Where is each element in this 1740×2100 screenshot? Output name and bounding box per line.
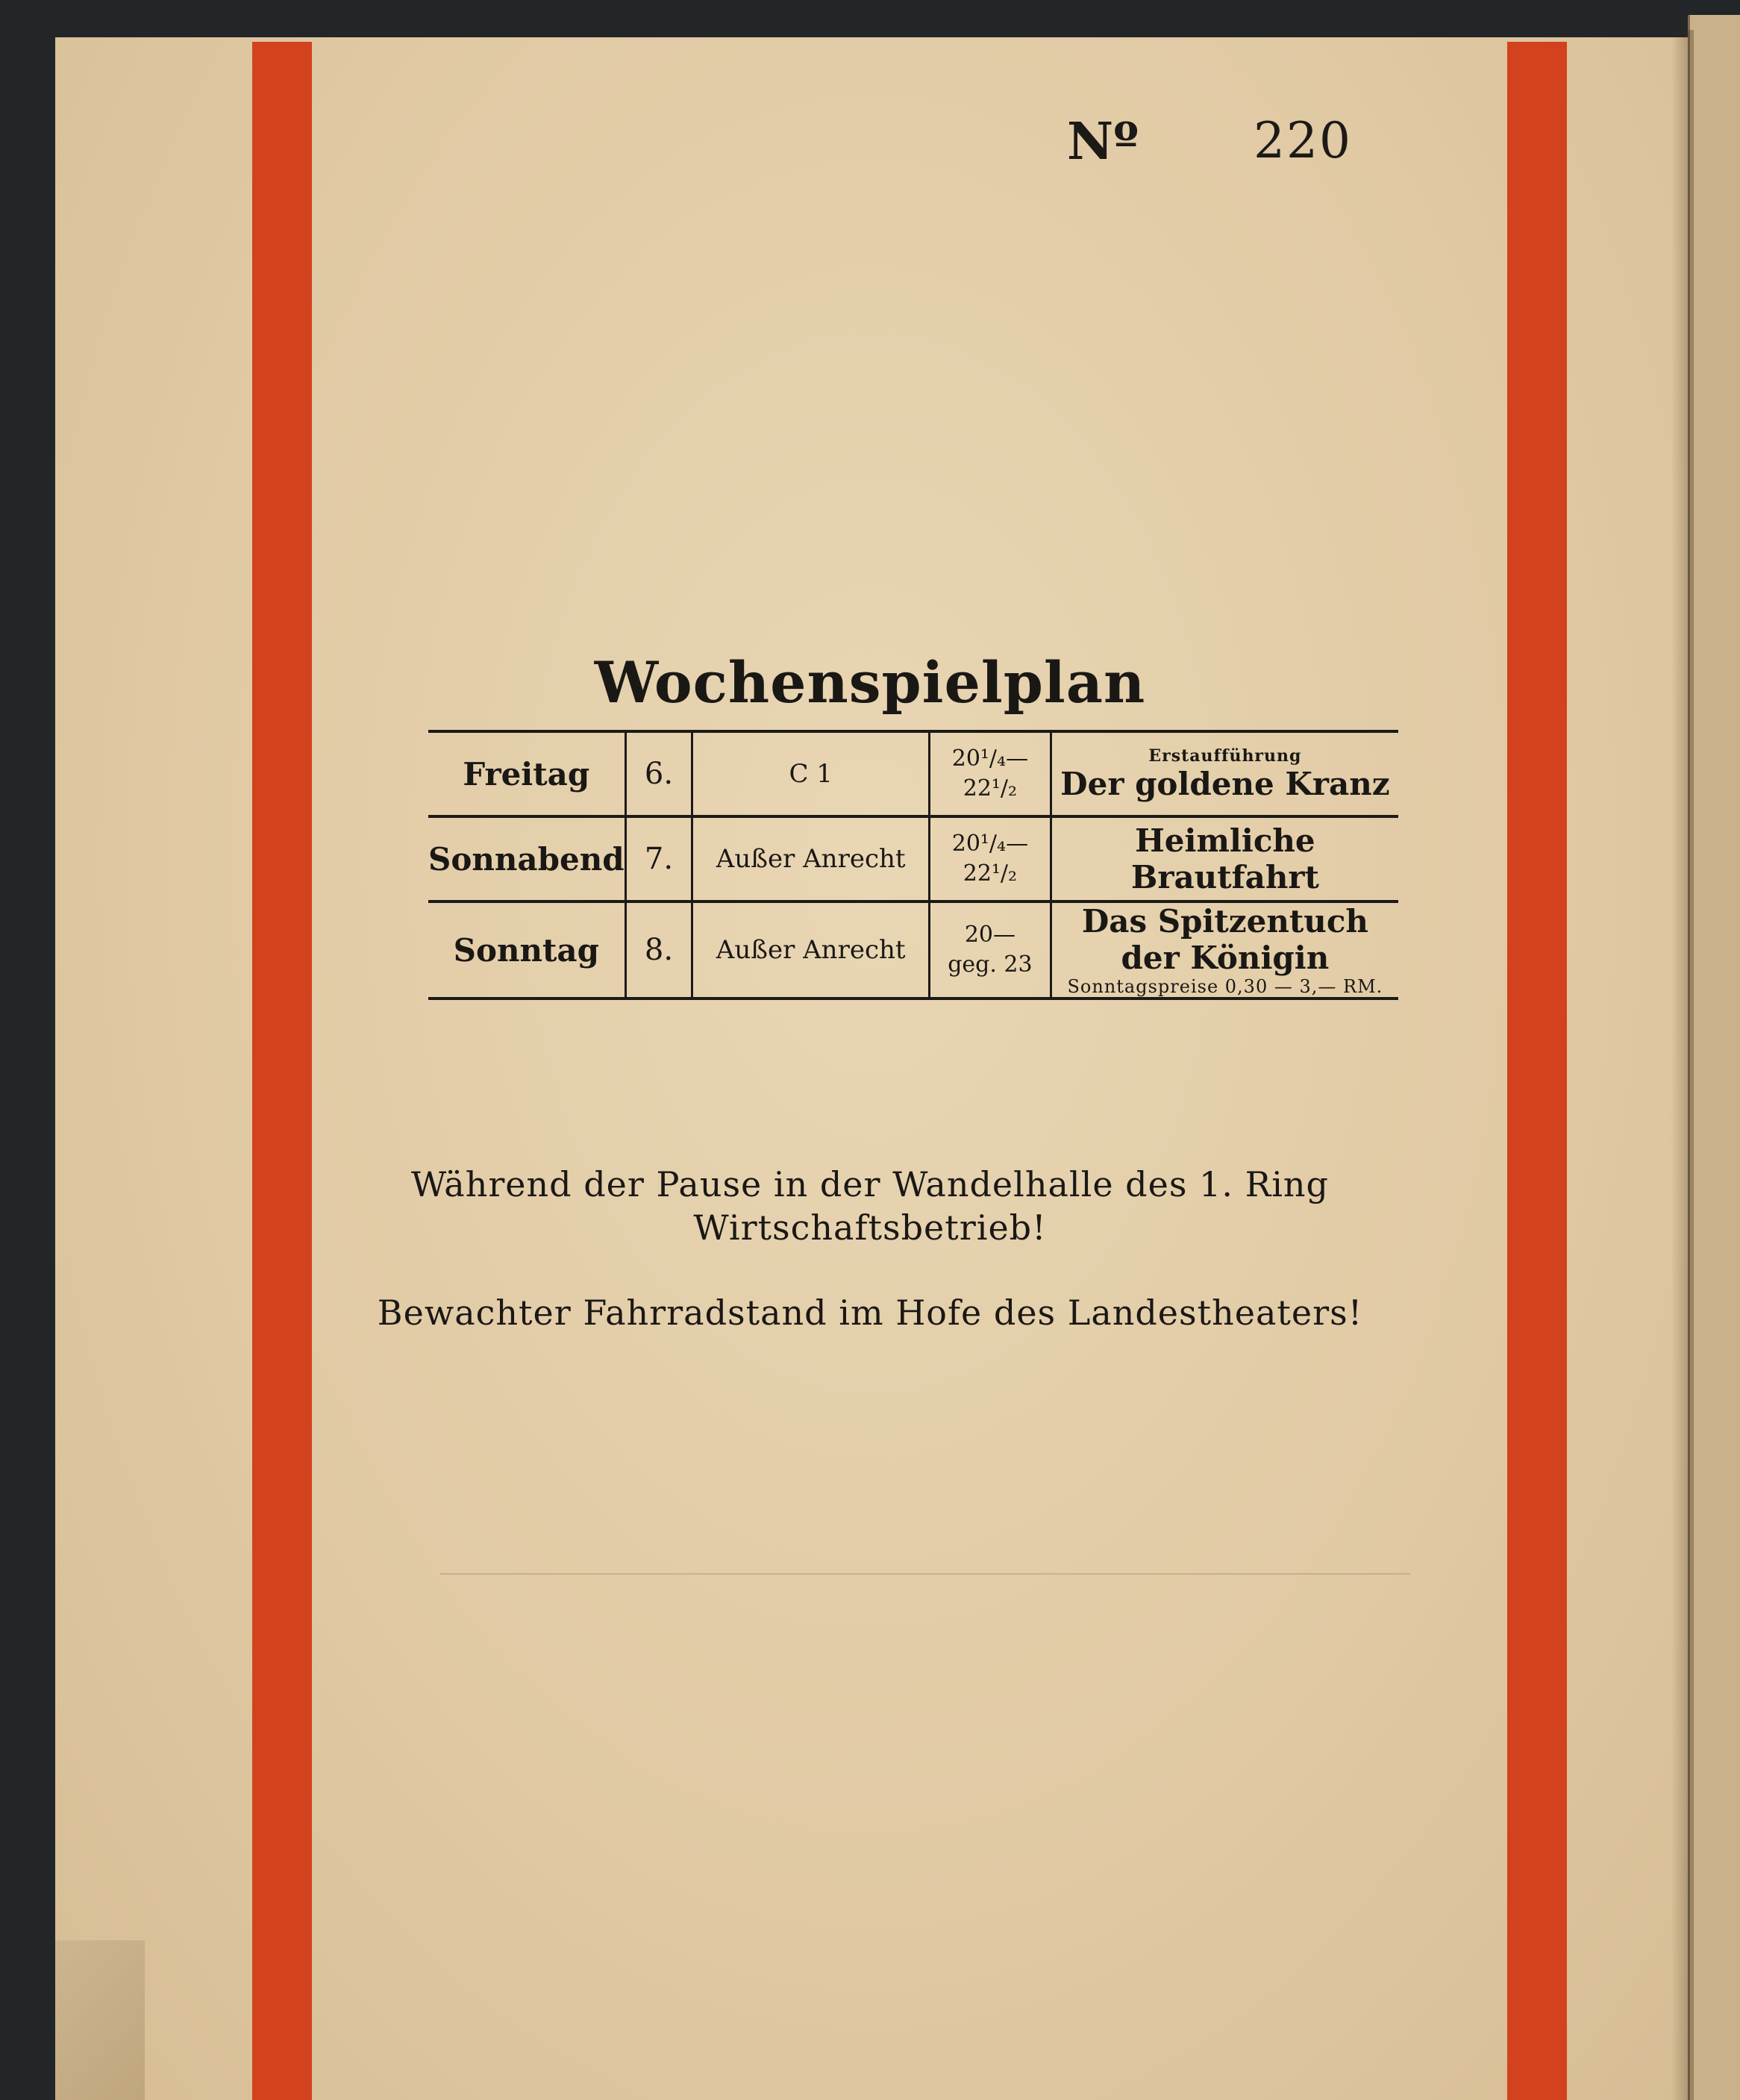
issue-number-value: 220 xyxy=(1254,112,1352,169)
number-sign: Nº xyxy=(1067,112,1139,172)
table-row xyxy=(428,816,1398,901)
time-start: 20— xyxy=(964,922,1015,948)
time-cell xyxy=(930,901,1051,999)
play-title: Heimliche Brautfahrt xyxy=(1130,822,1319,896)
date-cell: 7. xyxy=(625,816,692,901)
bicycle-notice: Bewachter Fahrradstand im Hofe des Landestheaters! xyxy=(377,1293,1363,1333)
premiere-note: Erstaufführung xyxy=(1148,746,1302,766)
right-red-stripe xyxy=(1507,42,1567,2100)
play-cell xyxy=(1051,901,1398,999)
day-cell: Sonnabend xyxy=(428,840,625,878)
time-cell xyxy=(930,816,1051,901)
time-end: geg. 23 xyxy=(948,951,1033,978)
table-row xyxy=(428,731,1398,816)
play-title: Das Spitzentuch der Königin xyxy=(1081,903,1368,976)
intermission-notice-cont: Wirtschaftsbetrieb! xyxy=(693,1207,1047,1248)
page-edge-shadow xyxy=(1671,30,1694,2100)
faint-rule xyxy=(440,1573,1410,1575)
intermission-notice: Während der Pause in der Wandelhalle des 1. Ring xyxy=(410,1164,1329,1204)
day-cell: Sonntag xyxy=(453,931,600,969)
time-cell xyxy=(930,731,1051,816)
left-red-stripe xyxy=(252,42,312,2100)
play-cell xyxy=(1051,816,1398,901)
time-start: 20¹/₄— xyxy=(951,746,1029,772)
date-cell: 8. xyxy=(625,901,692,999)
time-end: 22¹/₂ xyxy=(963,860,1018,887)
weekly-schedule-table xyxy=(428,730,1398,1000)
date-cell: 6. xyxy=(625,731,692,816)
page-title: Wochenspielplan xyxy=(594,649,1146,716)
worn-corner xyxy=(55,1940,145,2100)
play-cell xyxy=(1051,731,1398,816)
sunday-prices: Sonntagspreise 0,30 — 3,— RM. xyxy=(1067,976,1383,997)
issue-number xyxy=(1067,112,1380,172)
next-page-edge xyxy=(1688,15,1740,2100)
subscription-cell: Außer Anrecht xyxy=(692,901,930,999)
play-title: Der goldene Kranz xyxy=(1060,765,1390,802)
table-row xyxy=(428,901,1398,999)
subscription-cell: Außer Anrecht xyxy=(692,816,930,901)
subscription-cell: C 1 xyxy=(692,731,930,816)
day-cell: Freitag xyxy=(463,755,590,793)
time-start: 20¹/₄— xyxy=(951,831,1029,857)
time-end: 22¹/₂ xyxy=(963,775,1018,801)
